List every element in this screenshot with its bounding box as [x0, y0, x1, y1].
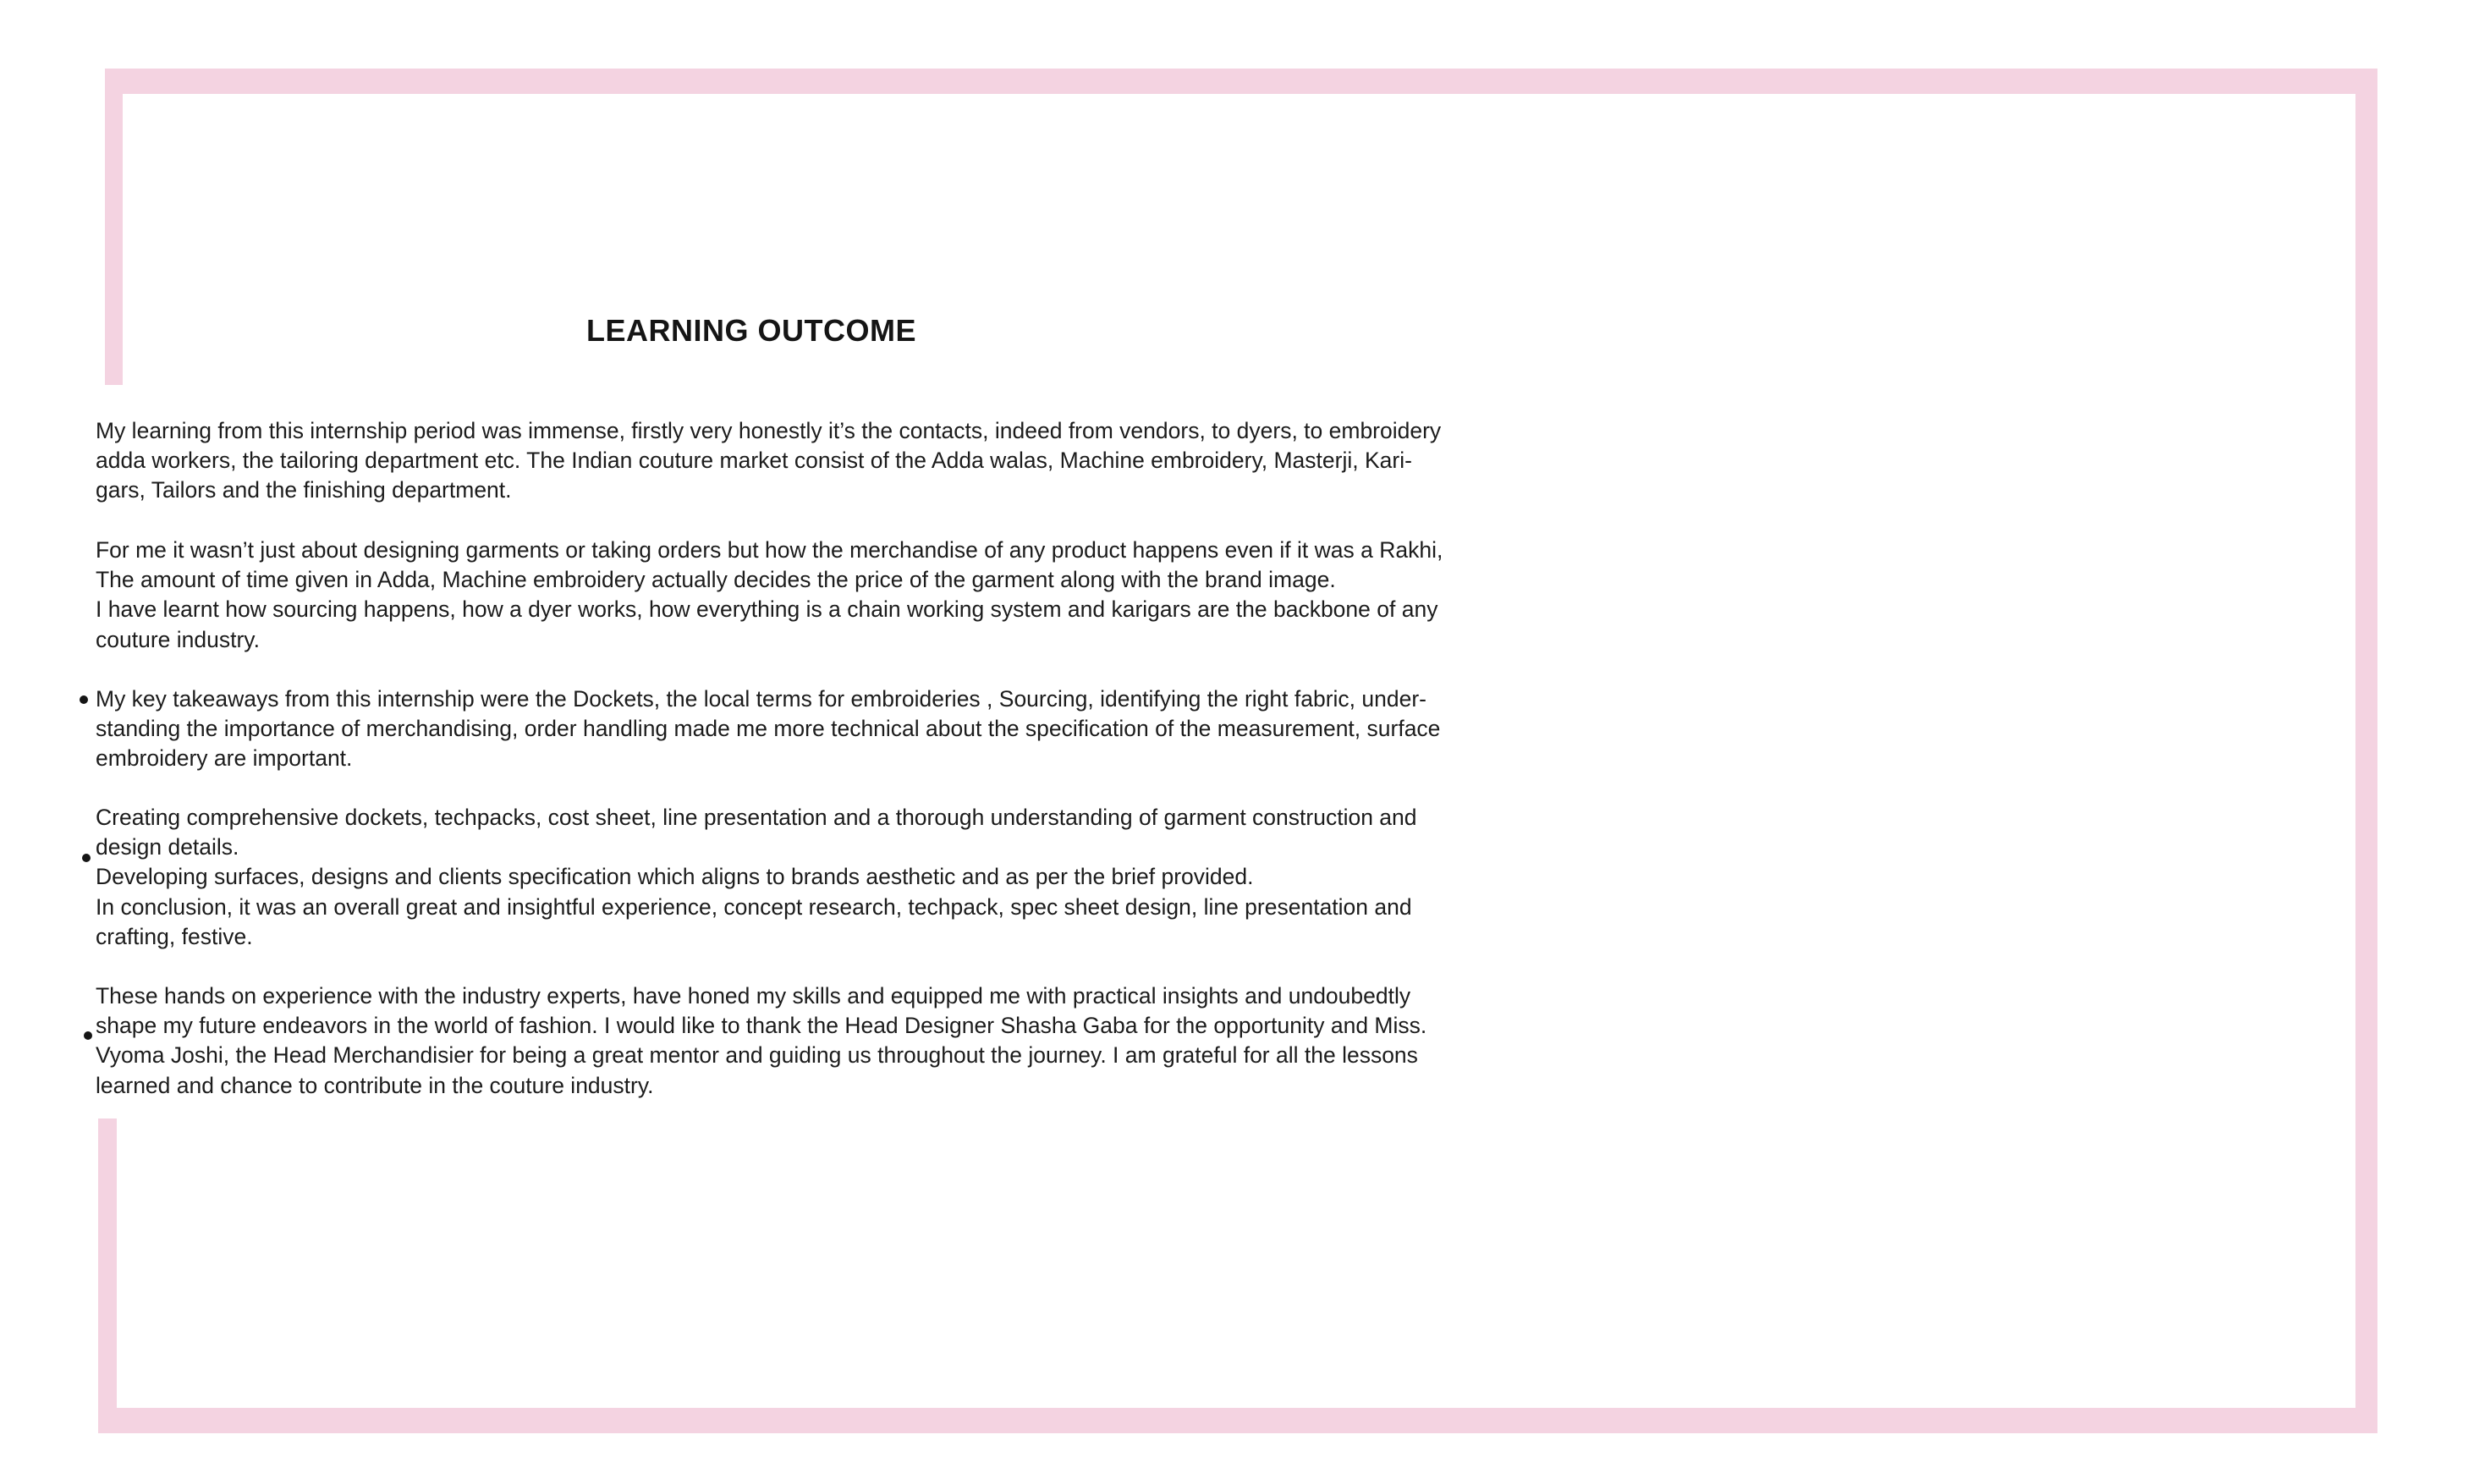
frame-border-bottom	[98, 1408, 2377, 1433]
text-line: In conclusion, it was an overall great and insightful experience, concept research, techpack, spec sheet design, line presentation and	[96, 893, 1412, 920]
text-line: shape my future endeavors in the world of fashion. I would like to thank the Head Designer Shasha Gaba for the opportunity and Miss.	[96, 1013, 1427, 1039]
text-line: My key takeaways from this internship were the Dockets, the local terms for embroideries , Sourcing, identifying the right fabric, under-	[96, 686, 1427, 712]
bullet-dot-icon	[84, 1031, 92, 1040]
text-line: Developing surfaces, designs and clients specification which aligns to brands aesthetic and as per the brief provided.	[96, 864, 1254, 890]
text-line: embroidery are important.	[96, 745, 353, 772]
bullet-dot-icon	[82, 854, 91, 862]
text-line: learned and chance to contribute in the couture industry.	[96, 1072, 654, 1098]
text-line: design details.	[96, 834, 239, 860]
text-line: gars, Tailors and the finishing department.	[96, 477, 512, 503]
paragraph-key-takeaways	[96, 684, 1449, 774]
paragraph-acknowledgement	[96, 981, 1449, 1101]
text-line: These hands on experience with the industry experts, have honed my skills and equipped me with practical insights and undoubedtly	[96, 983, 1411, 1009]
page-title: LEARNING OUTCOME	[586, 313, 916, 348]
text-line: standing the importance of merchandising, order handling made me more technical about the specification of the measurement, surface	[96, 716, 1441, 742]
text-line: The amount of time given in Adda, Machine embroidery actually decides the price of the garment along with the brand image.	[96, 567, 1336, 593]
paragraph-merchandise	[96, 536, 1449, 655]
text-line: For me it wasn’t just about designing garments or taking orders but how the merchandise of any product happens even if it was a Rakhi,	[96, 537, 1443, 563]
paragraph-dockets-conclusion	[96, 803, 1449, 952]
text-line: adda workers, the tailoring department etc. The Indian couture market consist of the Adda walas, Machine embroidery, Masterji, Kari-	[96, 448, 1412, 474]
text-line: Vyoma Joshi, the Head Merchandisier for being a great mentor and guiding us throughout the journey. I am grateful for all the lessons	[96, 1042, 1418, 1069]
text-line: I have learnt how sourcing happens, how a dyer works, how everything is a chain working system and karigars are the backbone of any	[96, 596, 1438, 623]
text-line: couture industry.	[96, 626, 260, 652]
paragraph-learning-intro	[96, 416, 1449, 506]
frame-border-right	[2355, 69, 2377, 1433]
frame-border-top	[105, 69, 2377, 94]
text-line: My learning from this internship period was immense, firstly very honestly it’s the contacts, indeed from vendors, to dyers, to embroidery	[96, 418, 1442, 443]
bullet-dot-icon	[80, 695, 88, 704]
text-line: Creating comprehensive dockets, techpacks, cost sheet, line presentation and a thorough understanding of garment construction and	[96, 805, 1417, 830]
frame-border-left-lower	[98, 1118, 117, 1433]
text-line: crafting, festive.	[96, 923, 253, 949]
